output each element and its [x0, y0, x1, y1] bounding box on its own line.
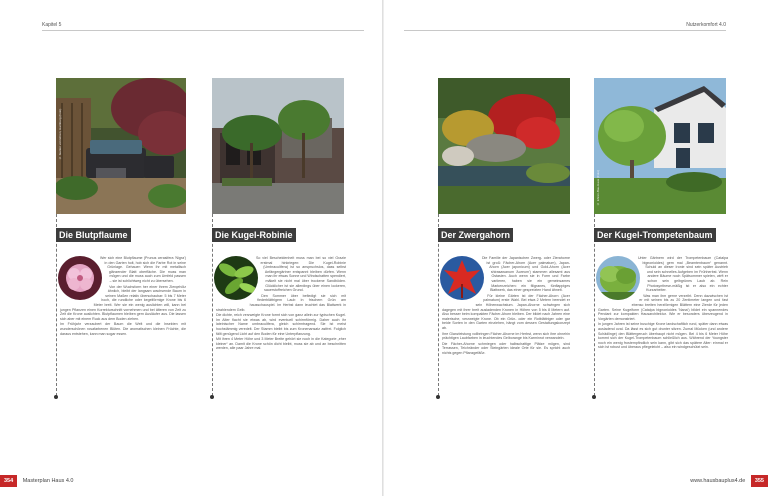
paragraph: Mit ihren 4 Meter Höhe und 3 Meter Breite gehört sie noch in die Kategorie „eher kleiner“ an. Damit die Krone schön dicht bleibt, muss sie ab und an beschnitten werden, alle paar Jahre mal. [216, 337, 346, 351]
paragraph: Die Fächer-Ahorne schmiegen oder halbschattige Plätze mögen, sind Terrassen, Teichränder oder Steingärten ideale Orte für sie. Es spricht auch nichts gegen Pflanzgefäße. [442, 341, 570, 355]
header-rule [42, 30, 364, 31]
section-label: Nutzerkomfort 4.0 [686, 22, 726, 28]
photo-credit: © Ehren-Bau-Haus (Foto) [596, 169, 600, 206]
paragraph: So viel Bescheidenheit muss man bei so viel Grazie erstmal hinkriegen: Die Kugel-Robinie (Umbraculifera) ist so anspruchslos, dass selbst Anfängergärtner entspannt bleiben dürfen. Wenn man ihr etwas Sonne und Windschatten spendiert, mäkelt sie nicht mal über trockene Sandböden. Glücklicher ist sie allerdings über einen lockeren, sauerstoffreichen Grund. [255, 256, 346, 293]
paragraph: Was man ihm gerne verzeiht. Denn dazwischen ist er mit seinen bis zu 20 Zentimeter langen und fast ebenso breiten herzförmigen Blättern eine Zierde für jeden Garten. Seine Kugelform (Catalpa bignonioides 'Nana') bildet ein spannendes Pendant zur kompakten Hausarchitektur. Wie er besonders überzeugend in Vorgärten demonstriert. [598, 293, 728, 321]
paragraph: Für kleine Gärten ist der Fächer-Ahorn (Acer palmatum) erste Wahl. Bei etwa 2 Metern beendet er sein Höhenwachstum. Japan-Ahorne schwingen sich dagegen mit ihrer breit ausladenden Kronen in Höhen von 5 bis 8 Metern auf. Also besser beim kompakten Fächer-Ahorn bleiben. Der bildet nach Jahren eine malerische, verzweigte Krone. Ob ein Grün- oder ein Rotblättriger oder gar beide Sorten in den Garten einziehen, hängt vom dessen Gestaltungskonzept ab. [442, 293, 570, 330]
paragraph: Die Familie der Japanischen Zwerg- oder Zierahorne ist groß: Fächer-Ahorn (Acer palmatum), Japan-Ahorn (Acer japonicum) und Gold-Ahorn (Acer shirasawanum 'Aureum') stammen allesamt aus Ostasien. Auch wenn sie in Form und Farbe variieren, haben sie ein gemeinsames Markenzeichen: ein filigranes, fünflappiges Blattwerk, das einer gespreizten Hand ähnelt. [481, 256, 570, 293]
guide-dot [436, 395, 440, 399]
paragraph: Ihre Glanzleistung vollbringen Fächer-Ahorne im Herbst, wenn sich ihre ohnehin prächtigen Laubfarben in leuchtendes Gelborange bis Karminrot verwandeln. [442, 331, 570, 341]
website-url[interactable]: www.hausbauplus4.de [690, 478, 746, 484]
guide-dot [592, 395, 596, 399]
header-rule [404, 30, 726, 31]
article-body-kugel-trompetenbaum [598, 256, 728, 351]
blutpflaume-photo [56, 78, 186, 214]
article-title-kugel-trompetenbaum: Der Kugel-Trompetenbaum [594, 228, 716, 242]
page-number-left: 354 [0, 475, 17, 487]
article-title-blutpflaume: Die Blutpflaume [56, 228, 131, 242]
photo-credit: © Garten von Ehren, Hamburg (Foto) [58, 108, 62, 160]
article-title-kugel-robinie: Die Kugel-Robinie [212, 228, 296, 242]
article-title-zwergahorn: Der Zwergahorn [438, 228, 513, 242]
trompetenbaum-photo [594, 78, 726, 214]
guide-dot [54, 395, 58, 399]
left-footer [0, 475, 73, 487]
chapter-label: Kapitel 5 [42, 22, 62, 28]
paragraph: Unter Gärtnern wird der Trompetenbaum (Catalpa bignonioides) gern mal „Beamtenbaum“ genannt. Schuld an dieser Ironie sind sein später Austrieb und sein schnelles Aufgeben im Frühherbst. Wenn andere Bäume noch Spätsommer spielen, wirft er schon sein gelbgrünes Laub ab. Rein Photosynthese-mäßig ist er also ein echter Kurzarbeiter. [637, 256, 728, 293]
kugel-robinie-photo [212, 78, 344, 214]
article-body-kugel-robinie [216, 256, 346, 352]
page-number-right: 355 [751, 475, 768, 487]
paragraph: In jungen Jahren ist seine buschige Krone landschaftlich rund, später dann etwas ausladend oval. Da lässt es sich gut drunter sitzen. Zumal Mücken (und andere Schädlinge) den Blättergeruch überhaupt nicht mögen. Bei 4 bis 6 Meter Höhe kommt sich der Kugel-Trompetenbaum schließlich aus. Während der Youngster noch ein wenig frostempfindlich sein kann, gibt sich das spätere Alter: einmal er sich ist robust und überaus pflegeleicht – also ein windgeschützt sein. [598, 322, 728, 350]
paragraph: Wer sich eine Blutpflaume (Prunus cerasifera 'Nigra') in den Garten holt, hob sich die Farbe Rot in seine Grünlage. Gehauer: Wenn ihr mit metallisch glänzender Blatt oberfläche. Die muss man mögen und die muss auch zum Umfeld passen – sie ist schlichtweg nicht zu übersehen. [99, 256, 186, 283]
guide-dot [210, 395, 214, 399]
right-footer [690, 475, 768, 487]
article-body-blutpflaume [60, 256, 186, 337]
paragraph: Die dichte, reich verzweigte Krone formt sich von ganz allein zur typischen Kugel. Im Alter flacht sie etwas ab, wird eventuell schirmförmig. Daher auch ihr lateinischer Name umbraculifera, gleich schirmtragend. Sie ist meist hochstämmig veredelt. Der Stamm bleibt bis zum Kronenansatz astfrei. Folglich fällt genügend Licht auf den Boden für eine Unterpflanzung. [216, 313, 346, 336]
article-body-zwergahorn [442, 256, 570, 356]
publication-name: Masterplan Haus 4.0 [22, 478, 74, 484]
paragraph: Von der Wuchsform her einer ihrem Zierqehölz ähnlich, bleibt der langsam wachsende Baum in seinen Maßen relativ überschaubar: 5 bis 7 Meter hoch, die rundliche oder kegelförmige Krone bis 6 Meter breit. Wer sie ein wenig auslichten will, kann bei jungen Pflanzen einen Korrekturschnitt vornehmen und bei älteren von Zeit zu Zeit die Krone auslichten. Blutpflaumen bleiben gern Ausläufer aus. Die lassen sich aber mit einem Ruck aus dem Boden ziehen. [60, 284, 186, 321]
paragraph: Den Sommer über befiedigt sie sich mit fiederblättrigem Laub in frischem Grün am hausschauspiel. Im Herbst dann leuchtet das Blattwerk in strahlendem Gelb. [216, 293, 346, 312]
right-page [384, 0, 768, 496]
paragraph: Im Frühjahr verzaubert der Baum die Welt und die Insekten mit wunderschönen rosafarbenen Blüten. Die aromatischen kleinen Früchte, die daraus entstehen, kann man sogar essen. [60, 322, 186, 336]
zwergahorn-photo [438, 78, 570, 214]
